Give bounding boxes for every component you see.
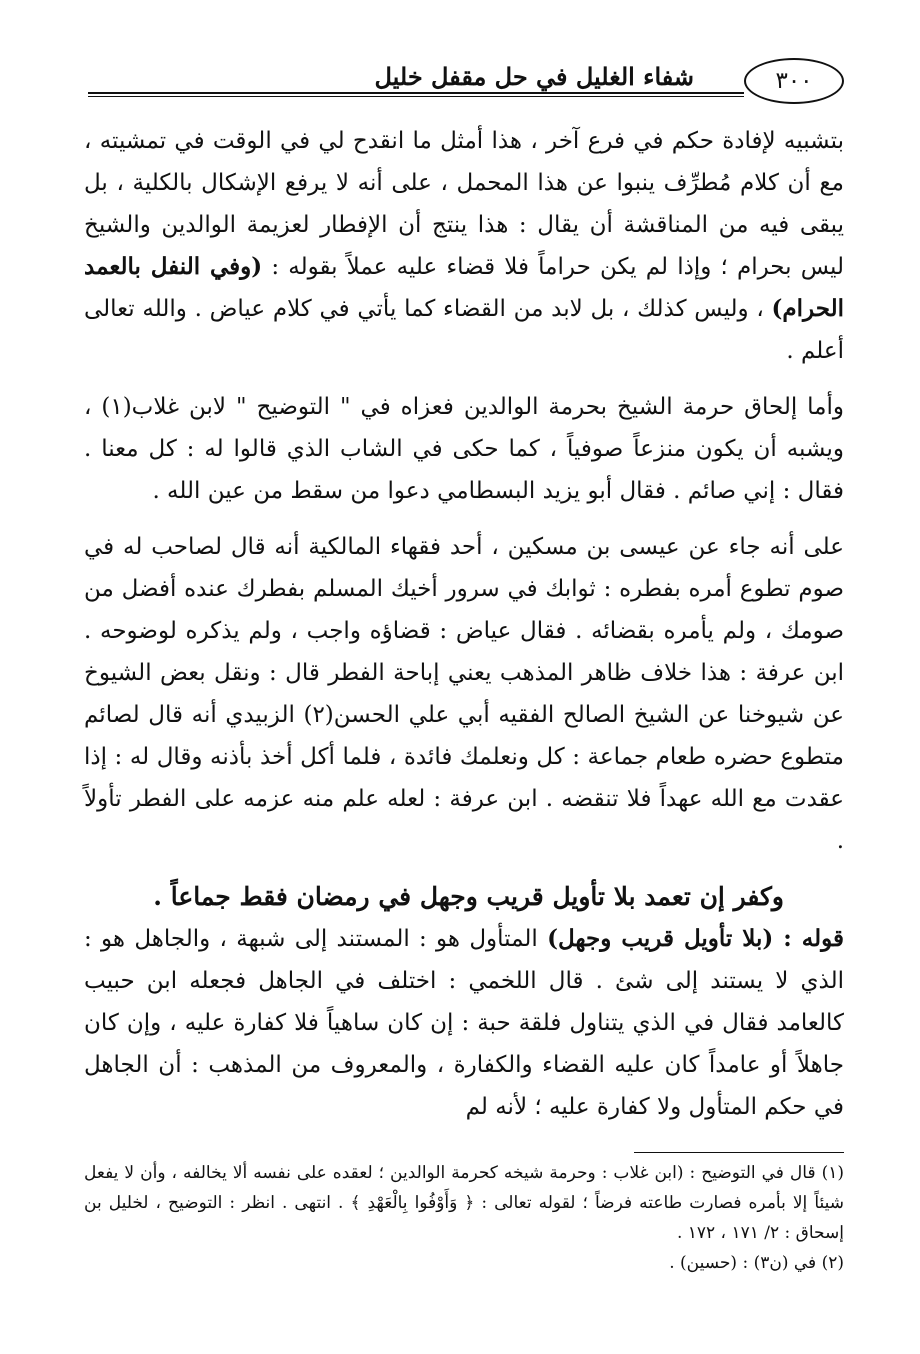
paragraph-1-end: ، وليس كذلك ، بل لابد من القضاء كما يأتي في كلام عياض . والله تعالى أعلم . [84,296,844,364]
page-number: ٣٠٠ [744,58,844,104]
running-title: شفاء الغليل في حل مقفل خليل [374,62,694,91]
footnote-2: (٢) في (ن٣) : (حسين) . [669,1253,844,1273]
header-rule [88,92,744,97]
footnotes [84,1158,844,1278]
footnote-separator [634,1152,844,1153]
paragraph-4 [84,918,844,1128]
matn-heading: وكفر إن تعمد بلا تأويل قريب وجهل في رمضان فقط جماعاً . [153,882,784,911]
paragraph-1 [84,120,844,372]
matn-quote: (وفي النفل بالعمد الحرام) [84,253,844,322]
paragraph-4-text: المتأول هو : المستند إلى شبهة ، والجاهل هو : الذي لا يستند إلى شئ . قال اللخمي : اختلف في الجاهل فجعله ابن حبيب كالعامد فقال في الذي يتناول فلقة حبة : إن كان ساهياً فلا كفارة عليه ، وإن كان جاهلاً أو عامداً كان عليه القضاء والكفارة ، والمعروف من المذهب : أن الجاهل في حكم المتأول ولا كفارة عليه ؛ لأنه لم [84,926,844,1120]
footnote-1: (١) قال في التوضيح : (ابن غلاب : وحرمة شيخه كحرمة الوالدين ؛ لعقده على نفسه ألا يخالفه ، وأن لا يفعل شيئاً إلا بأمره فصارت طاعته فرضاً ؛ لقوله تعالى : ﴿ وَأَوْفُوا بِالْعَهْدِ ﴾ . انتهى . انظر : التوضيح ، لخليل بن إسحاق : ٢/ ١٧١ ، ١٧٢ . [84,1163,844,1243]
paragraph-2: وأما إلحاق حرمة الشيخ بحرمة الوالدين فعزاه في " التوضيح " لابن غلاب(١) ، ويشبه أن يكون منزعاً صوفياً ، كما حكى في الشاب الذي قالوا له : كل معنا . فقال : إني صائم . فقال أبو يزيد البسطامي دعوا من سقط من عين الله . [84,394,844,504]
main-text [84,120,844,1128]
matn-quote-2: قوله : (بلا تأويل قريب وجهل) [547,925,844,952]
page-header [88,58,844,118]
paragraph-1-text: بتشبيه لإفادة حكم في فرع آخر ، هذا أمثل ما انقدح لي في الوقت في تمشيته ، مع أن كلام مُطرِّف ينبوا عن هذا المحمل ، على أنه لا يرفع الإشكال بالكلية ، بل يبقى فيه من المناقشة أن يقال : هذا ينتج أن الإفطار لعزيمة الوالدين والشيخ ليس بحرام ؛ وإذا لم يكن حراماً فلا قضاء عليه عملاً بقوله : [84,128,844,280]
paragraph-3: على أنه جاء عن عيسى بن مسكين ، أحد فقهاء المالكية أنه قال لصاحب له في صوم تطوع أمره بفطره : ثوابك في سرور أخيك المسلم بفطرك عنده أفضل من صومك ، ولم يأمره بقضائه . فقال عياض : قضاؤه واجب ، ولم يذكره لوضوحه . ابن عرفة : هذا خلاف ظاهر المذهب يعني إباحة الفطر قال : ونقل بعض الشيوخ عن شيوخنا عن الشيخ الصالح الفقيه أبي علي الحسن(٢) الزبيدي أنه قال لصائم متطوع حضره طعام جماعة : كل ونعلمك فائدة ، فلما أكل أخذ بأذنه وقال له : إذا عقدت مع الله عهداً فلا تنقضه . ابن عرفة : لعله علم منه عزمه على الفطر تأولاً . [84,534,844,854]
